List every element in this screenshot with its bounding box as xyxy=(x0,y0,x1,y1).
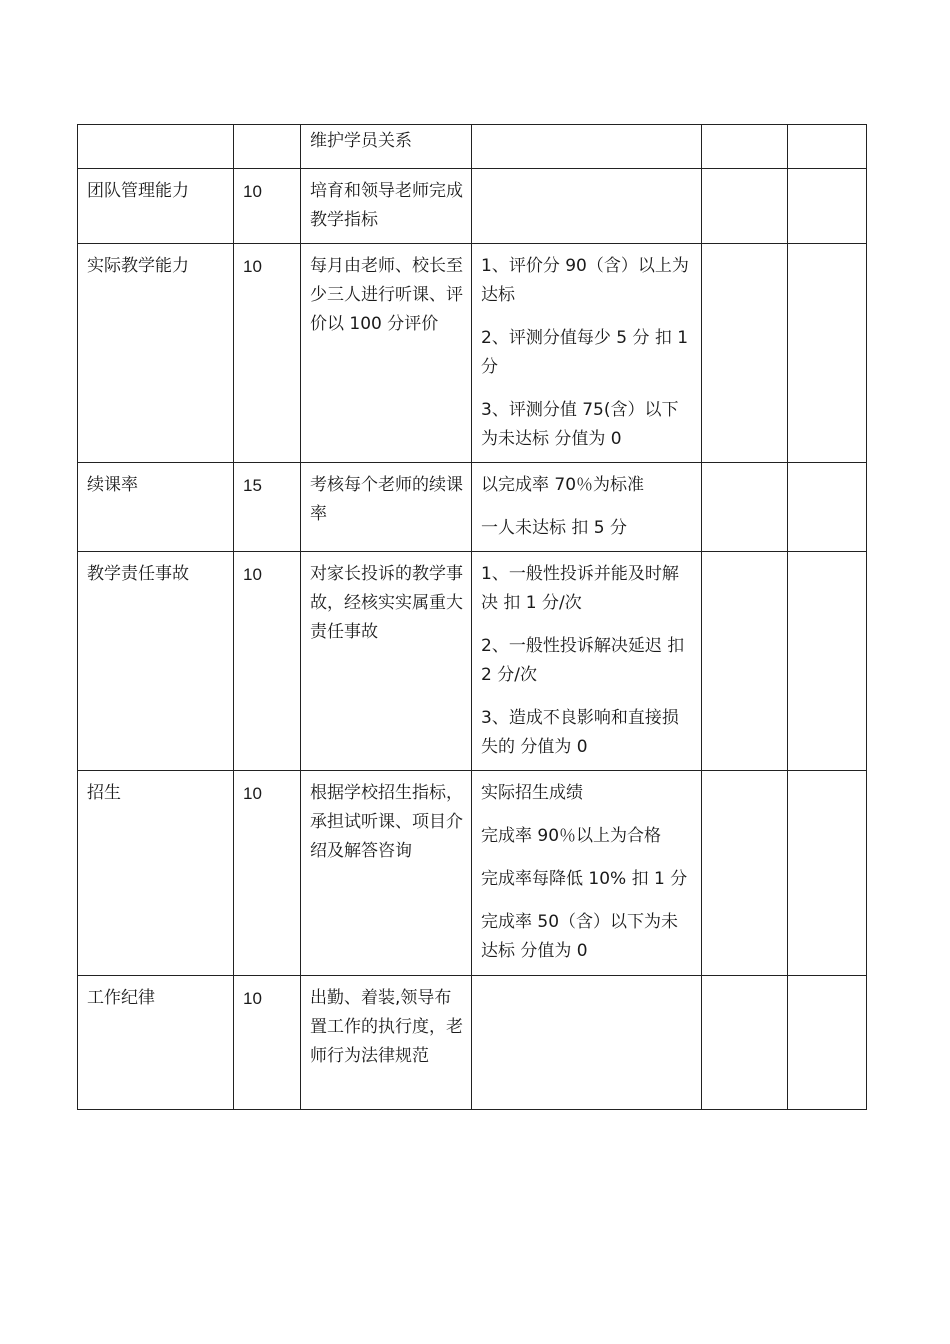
item-cell xyxy=(78,125,234,169)
standard-line: 一人未达标 扣 5 分 xyxy=(481,518,628,538)
standard-line: 完成率 90％以上为合格 xyxy=(481,826,662,846)
empty-cell xyxy=(702,552,788,771)
standard-line: 1、评价分 90（含）以上为达标 xyxy=(481,256,689,305)
score-cell: 10 xyxy=(234,169,301,244)
empty-cell xyxy=(788,976,867,1110)
item-cell: 团队管理能力 xyxy=(78,169,234,244)
content-cell: 考核每个老师的续课率 xyxy=(301,463,472,552)
content-cell: 每月由老师、校长至少三人进行听课、评价以 100 分评价 xyxy=(301,244,472,463)
item-cell: 工作纪律 xyxy=(78,976,234,1110)
item-cell: 实际教学能力 xyxy=(78,244,234,463)
score-cell: 10 xyxy=(234,771,301,976)
table-row xyxy=(78,169,867,244)
standard-cell xyxy=(472,125,702,169)
score-cell: 10 xyxy=(234,244,301,463)
score-cell: 10 xyxy=(234,552,301,771)
empty-cell xyxy=(788,169,867,244)
score-cell xyxy=(234,125,301,169)
empty-cell xyxy=(702,244,788,463)
kpi-table xyxy=(77,124,867,1110)
standard-line: 完成率每降低 10% 扣 1 分 xyxy=(481,869,688,889)
empty-cell xyxy=(788,463,867,552)
standard-cell xyxy=(472,976,702,1110)
standard-line: 3、评测分值 75(含）以下为未达标 分值为 0 xyxy=(481,400,679,449)
standard-line: 2、一般性投诉解决延迟 扣 2 分/次 xyxy=(481,636,685,685)
item-cell: 教学责任事故 xyxy=(78,552,234,771)
empty-cell xyxy=(788,244,867,463)
standard-line: 2、评测分值每少 5 分 扣 1 分 xyxy=(481,328,689,377)
standard-cell xyxy=(472,552,702,771)
content-cell: 培育和领导老师完成教学指标 xyxy=(301,169,472,244)
standard-cell xyxy=(472,244,702,463)
item-cell: 续课率 xyxy=(78,463,234,552)
table-row xyxy=(78,125,867,169)
standard-cell xyxy=(472,771,702,976)
content-cell: 出勤、着装,领导布置工作的执行度，老师行为法律规范 xyxy=(301,976,472,1110)
standard-cell xyxy=(472,463,702,552)
standard-line: 3、造成不良影响和直接损失的 分值为 0 xyxy=(481,708,679,757)
empty-cell xyxy=(702,771,788,976)
empty-cell xyxy=(702,463,788,552)
table-row xyxy=(78,976,867,1110)
standard-line: 完成率 50（含）以下为未达标 分值为 0 xyxy=(481,912,679,961)
empty-cell xyxy=(788,771,867,976)
empty-cell xyxy=(702,125,788,169)
table-row xyxy=(78,552,867,771)
empty-cell xyxy=(788,552,867,771)
item-cell: 招生 xyxy=(78,771,234,976)
standard-cell xyxy=(472,169,702,244)
standard-line: 实际招生成绩 xyxy=(481,783,583,803)
score-cell: 15 xyxy=(234,463,301,552)
standard-line: 1、一般性投诉并能及时解决 扣 1 分/次 xyxy=(481,564,679,613)
table-row xyxy=(78,771,867,976)
table-row xyxy=(78,244,867,463)
standard-line: 以完成率 70％为标准 xyxy=(481,475,645,495)
content-cell: 根据学校招生指标，承担试听课、项目介绍及解答咨询 xyxy=(301,771,472,976)
empty-cell xyxy=(702,976,788,1110)
empty-cell xyxy=(788,125,867,169)
content-cell: 维护学员关系 xyxy=(301,125,472,169)
empty-cell xyxy=(702,169,788,244)
score-cell: 10 xyxy=(234,976,301,1110)
content-cell: 对家长投诉的教学事故，经核实实属重大责任事故 xyxy=(301,552,472,771)
table-row xyxy=(78,463,867,552)
